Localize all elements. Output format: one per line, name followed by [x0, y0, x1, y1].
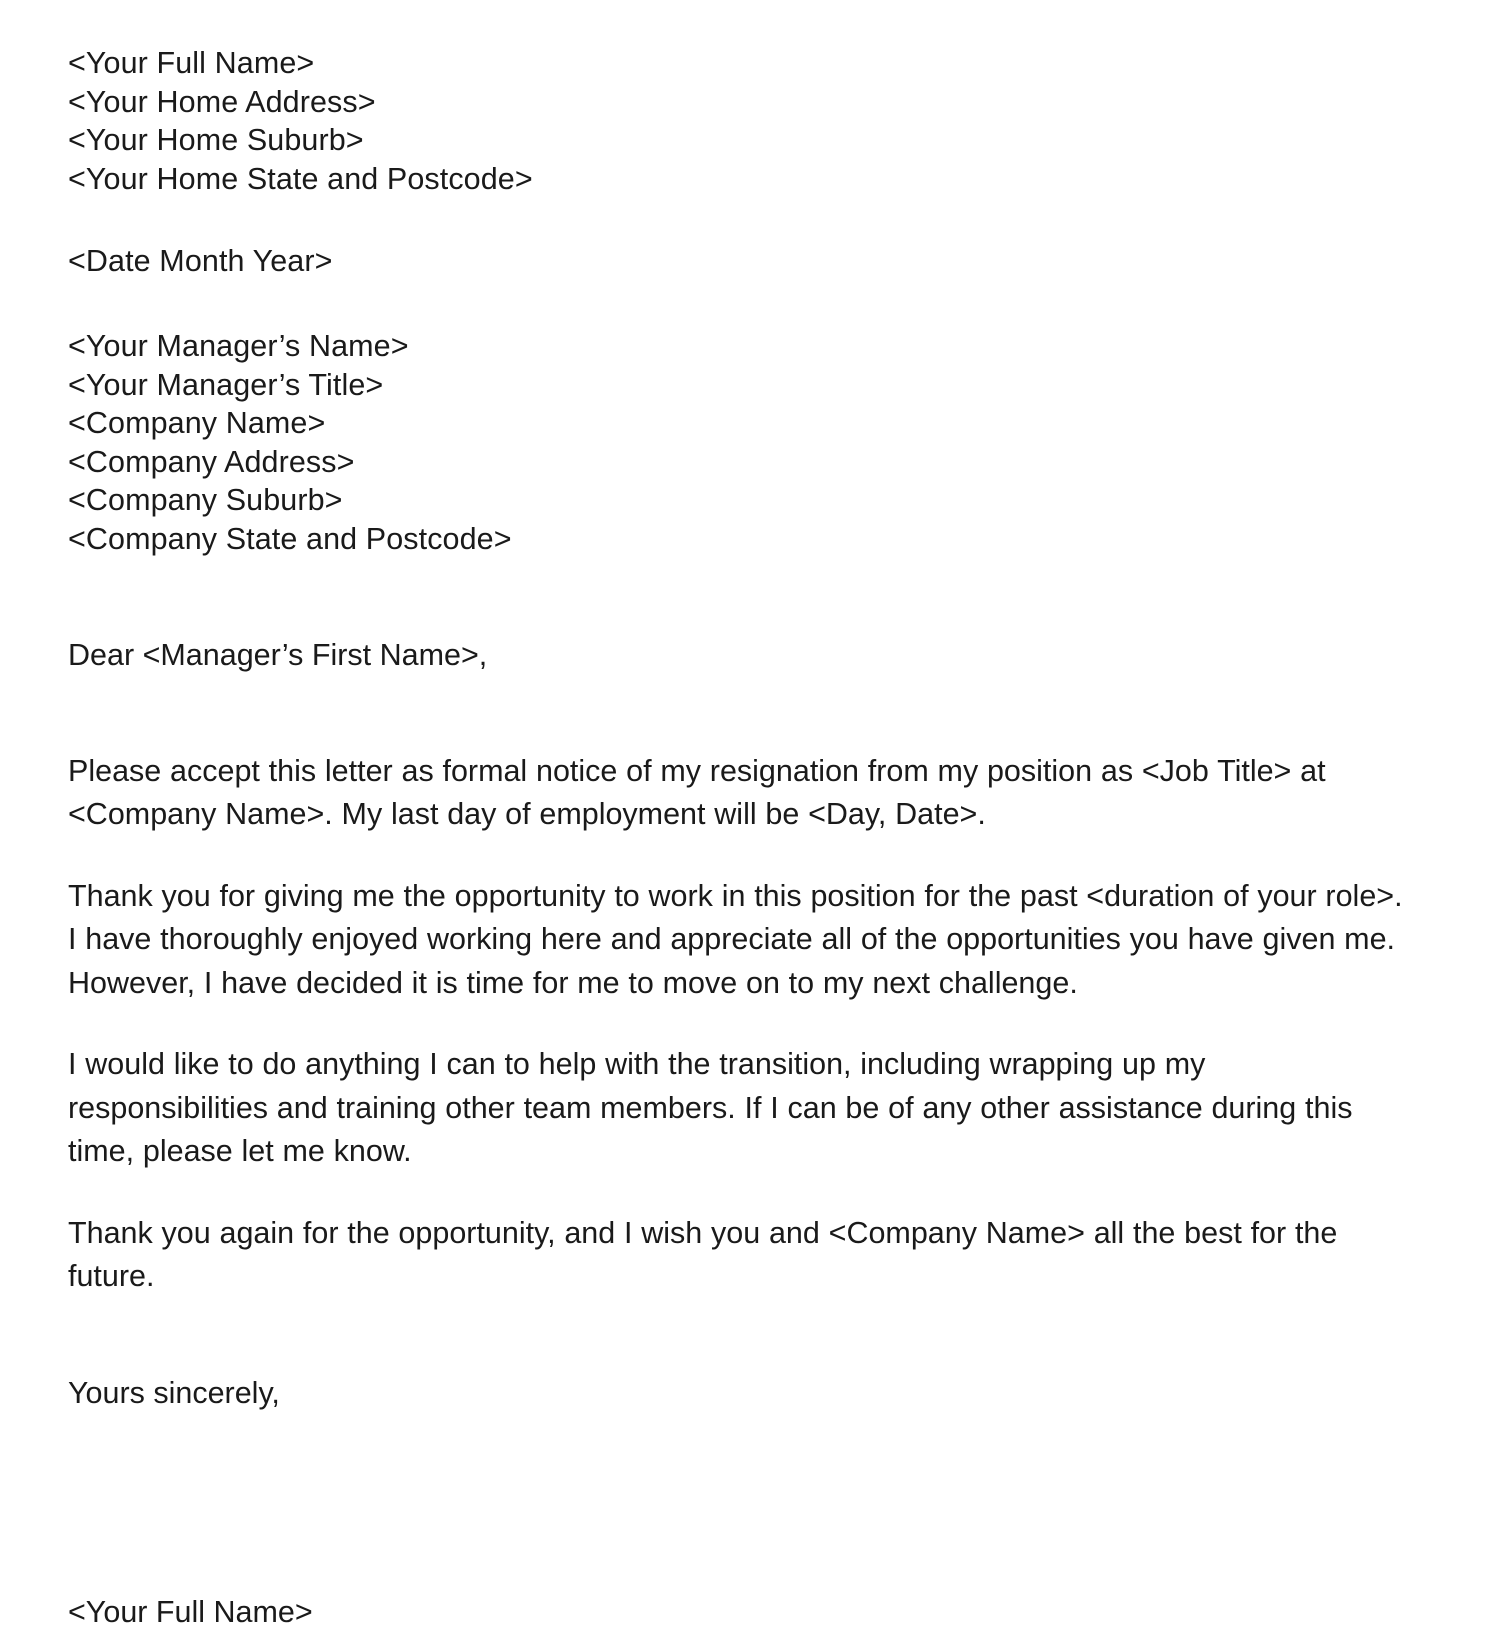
recipient-address-line-1: <Your Manager’s Name> [68, 328, 409, 363]
spacer-after-sender-address [68, 198, 1413, 242]
spacer-after-salutation [68, 706, 1413, 750]
sender-address-line-2: <Your Home Address> [68, 84, 376, 119]
date-block [68, 242, 1413, 281]
body-paragraph-3: I would like to do anything I can to help with the transition, including wrapping up my responsibilities and training other team members. If I can be of any other assistance during this time, please let me know. [68, 1047, 1353, 1169]
salutation: Dear <Manager’s First Name>, [68, 638, 488, 673]
spacer-after-recipient-address [68, 559, 1413, 605]
spacer-after-paragraph-4 [68, 1299, 1413, 1343]
recipient-address-block [68, 327, 1413, 559]
recipient-address-line-4: <Company Address> [68, 444, 355, 479]
sender-address-line-1: <Your Full Name> [68, 46, 315, 80]
recipient-address-line-2: <Your Manager’s Title> [68, 367, 384, 402]
spacer-after-date [68, 281, 1413, 327]
body-paragraph-4: Thank you again for the opportunity, and I wish you and <Company Name> all the best for the future. [68, 1215, 1338, 1294]
closing-salutation: Yours sincerely, [68, 1376, 280, 1411]
letter-body [68, 44, 1413, 1632]
spacer-after-paragraph-1 [68, 837, 1413, 875]
body-paragraph-1: Please accept this letter as formal notice of my resignation from my position as <Job Title> at <Company Name>. My last day of employment will be <Day, Date>. [68, 753, 1326, 832]
recipient-address-line-5: <Company Suburb> [68, 483, 343, 518]
body-paragraph-2: Thank you for giving me the opportunity to work in this position for the past <duration of your role>. I have thoroughly enjoyed working here and appreciate all of the opportunities you have given me. However, I have decided it is time for me to move on to my next challenge. [68, 878, 1403, 1000]
sender-address-line-4: <Your Home State and Postcode> [68, 161, 533, 196]
spacer-after-paragraph-2 [68, 1005, 1413, 1043]
recipient-address-line-6: <Company State and Postcode> [68, 521, 512, 556]
spacer-after-paragraph-3 [68, 1174, 1413, 1212]
sender-address-block [68, 44, 1413, 198]
sender-address-line-3: <Your Home Suburb> [68, 123, 364, 158]
recipient-address-line-3: <Company Name> [68, 406, 326, 441]
signature-name: <Your Full Name> [68, 1595, 313, 1630]
date-line: <Date Month Year> [68, 244, 333, 279]
signature-space [68, 1444, 1413, 1562]
